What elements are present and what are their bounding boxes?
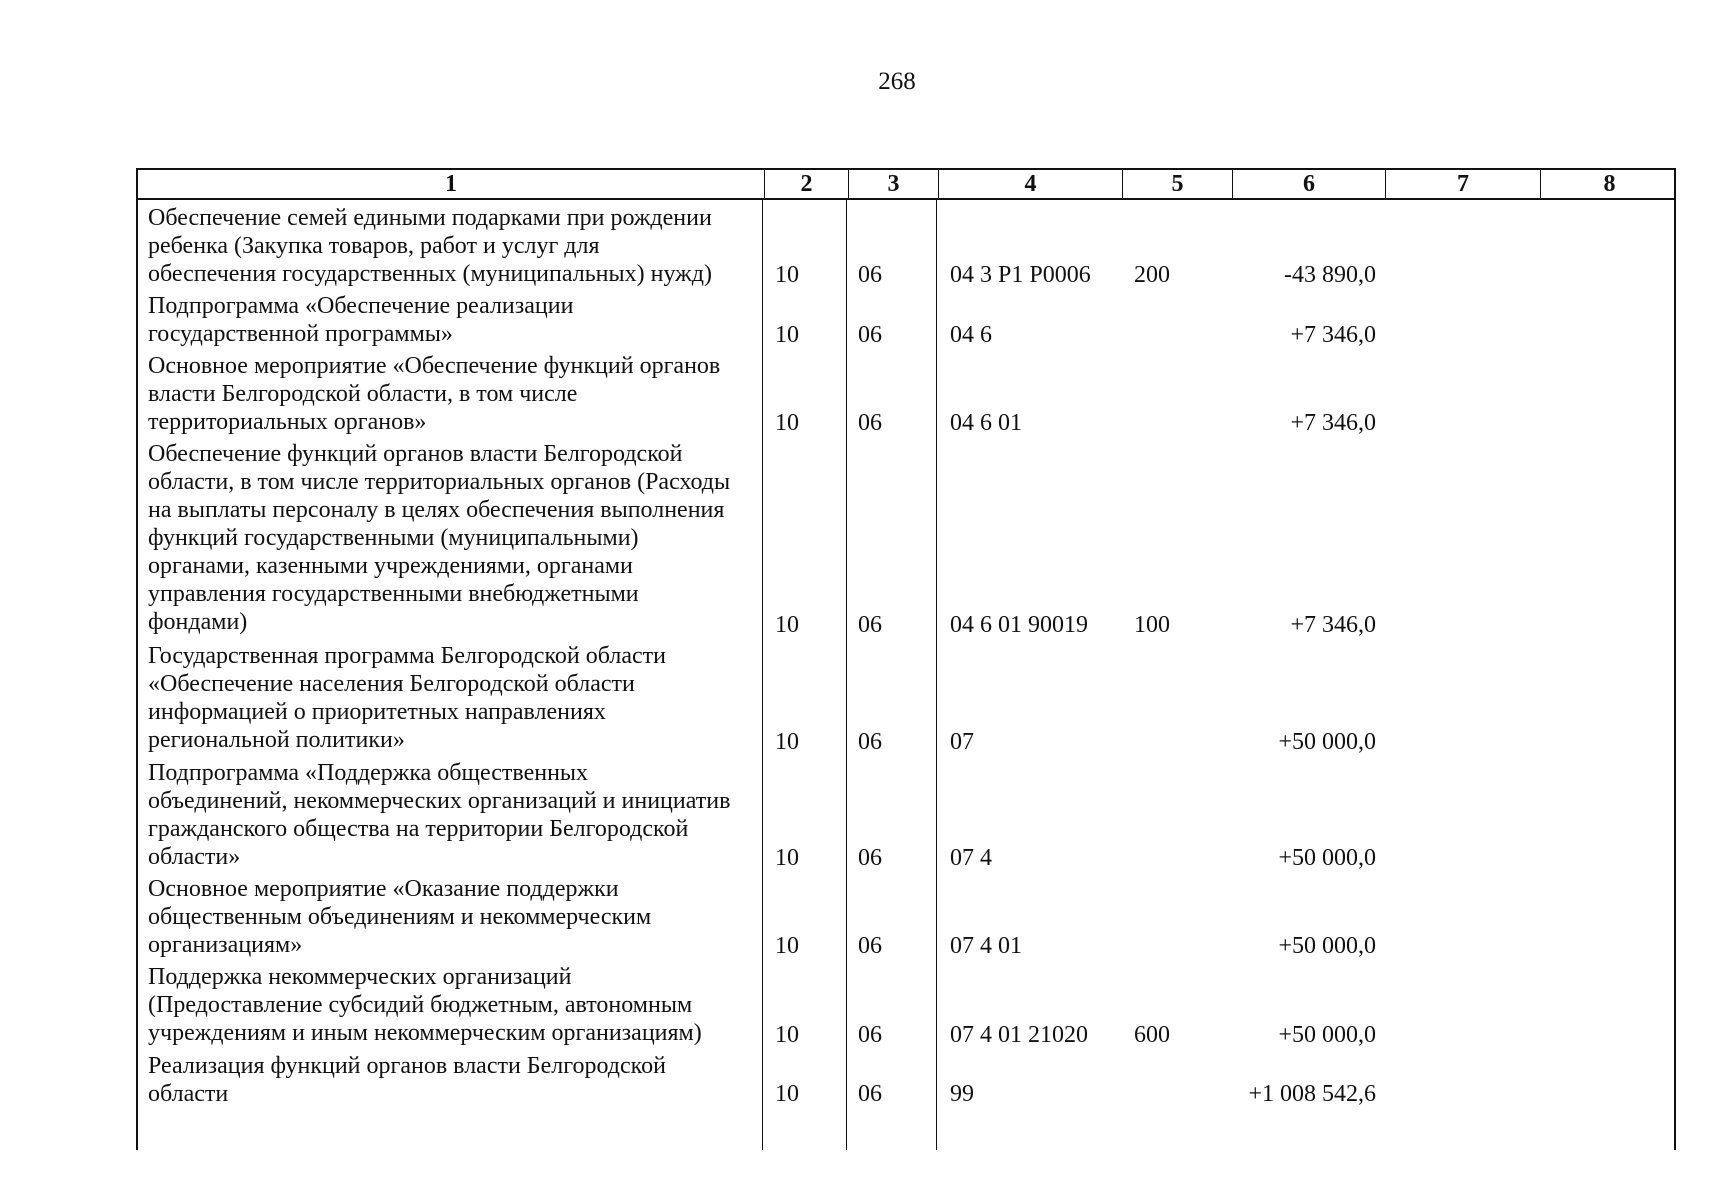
header-cell: 6	[1232, 170, 1385, 198]
table-row	[138, 204, 1678, 289]
subsection-code: 06	[858, 1021, 882, 1048]
row-name-line: Реализация функций органов власти Белгородской	[148, 1052, 666, 1079]
row-name-line: объединений, некоммерческих организаций и инициатив	[148, 787, 731, 814]
row-name	[148, 759, 760, 871]
table-body	[136, 200, 1676, 1150]
header-cell: 7	[1385, 170, 1540, 198]
section-code: 10	[775, 410, 799, 437]
row-name-line: власти Белгородской области, в том числе	[148, 381, 578, 407]
row-name-line: «Обеспечение населения Белгородской области	[148, 671, 635, 697]
subsection-code: 06	[858, 410, 882, 437]
header-cell: 3	[848, 170, 938, 198]
section-code: 10	[775, 611, 799, 638]
header-cell: 4	[938, 170, 1122, 198]
amount: +7 346,0	[1290, 611, 1376, 638]
expense-type-code: 600	[1134, 1021, 1170, 1048]
row-name-line: общественным объединениям и некоммерческим	[148, 904, 652, 931]
row-name-line: территориальных органов»	[148, 409, 427, 435]
section-code: 10	[775, 1081, 799, 1108]
row-name-line: Основное мероприятие «Оказание поддержки	[148, 876, 619, 903]
subsection-code: 06	[858, 321, 882, 348]
row-name	[148, 1052, 760, 1108]
amount: +50 000,0	[1278, 728, 1376, 755]
table-row	[138, 963, 1678, 1048]
budget-table	[136, 168, 1676, 1150]
target-article-code: 99	[950, 1081, 974, 1108]
row-name-line: на выплаты персоналу в целях обеспечения выполнения	[148, 497, 725, 524]
section-code: 10	[775, 262, 799, 289]
table-row	[138, 642, 1678, 756]
row-name-line: области	[148, 1080, 229, 1107]
table-row	[138, 352, 1678, 437]
amount: +1 008 542,6	[1248, 1081, 1376, 1108]
row-name-line: (Предоставление субсидий бюджетным, автономным	[148, 992, 693, 1019]
header-cell: 2	[764, 170, 848, 198]
row-name-line: Обеспечение функций органов власти Белгородской	[148, 441, 683, 468]
subsection-code: 06	[858, 845, 882, 872]
row-name-line: гражданского общества на территории Белгородской	[148, 815, 689, 842]
amount: +50 000,0	[1278, 845, 1376, 872]
row-name-line: области, в том числе территориальных органов (Расходы	[148, 469, 731, 496]
row-name-line: обеспечения государственных (муниципальных) нужд)	[148, 261, 712, 287]
subsection-code: 06	[858, 611, 882, 638]
row-name	[148, 963, 760, 1047]
row-name	[148, 292, 760, 348]
table-row	[138, 440, 1678, 639]
amount: +50 000,0	[1278, 1021, 1376, 1048]
amount: -43 890,0	[1284, 262, 1376, 289]
table-row	[138, 759, 1678, 873]
header-cell: 1	[445, 171, 457, 197]
target-article-code: 04 3 P1 P0006	[950, 262, 1091, 289]
row-name-line: функций государственными (муниципальными)	[148, 525, 639, 552]
row-name-line: органами, казенными учреждениями, органами	[148, 553, 633, 580]
page-number: 268	[878, 68, 916, 95]
row-name	[148, 440, 760, 636]
row-name	[148, 642, 760, 754]
target-article-code: 07 4	[950, 845, 992, 872]
row-name	[148, 875, 760, 959]
row-name-line: управления государственными внебюджетными	[148, 581, 639, 608]
row-name-line: ребенка (Закупка товаров, работ и услуг для	[148, 233, 600, 259]
row-name-line: Поддержка некоммерческих организаций	[148, 964, 572, 991]
table-row	[138, 1052, 1678, 1109]
target-article-code: 04 6 01	[950, 410, 1022, 437]
section-code: 10	[775, 1021, 799, 1048]
table-row	[138, 875, 1678, 960]
expense-type-code: 100	[1134, 611, 1170, 638]
row-name-line: области»	[148, 843, 241, 870]
target-article-code: 07 4 01 21020	[950, 1021, 1088, 1048]
row-name-line: Подпрограмма «Поддержка общественных	[148, 759, 589, 786]
subsection-code: 06	[858, 728, 882, 755]
amount: +7 346,0	[1290, 321, 1376, 348]
section-code: 10	[775, 321, 799, 348]
expense-type-code: 200	[1134, 262, 1170, 289]
row-name-line: Государственная программа Белгородской области	[148, 643, 666, 669]
table-row	[138, 292, 1678, 349]
row-name-line: организациям»	[148, 932, 303, 959]
amount: +7 346,0	[1290, 410, 1376, 437]
row-name-line: учреждениям и иным некоммерческим организациям)	[148, 1020, 702, 1047]
row-name-line: Подпрограмма «Обеспечение реализации	[148, 293, 574, 320]
row-name-line: фондами)	[148, 609, 248, 636]
section-code: 10	[775, 933, 799, 960]
target-article-code: 04 6 01 90019	[950, 611, 1088, 638]
row-name-line: Обеспечение семей едиными подарками при рождении	[148, 205, 712, 231]
target-article-code: 04 6	[950, 321, 992, 348]
target-article-code: 07 4 01	[950, 933, 1022, 960]
row-name	[148, 352, 760, 436]
row-name-line: региональной политики»	[148, 727, 405, 753]
header-cell: 8	[1540, 170, 1678, 198]
subsection-code: 06	[858, 1081, 882, 1108]
target-article-code: 07	[950, 728, 974, 755]
section-code: 10	[775, 728, 799, 755]
row-name	[148, 204, 760, 288]
table-header	[136, 168, 1676, 200]
section-code: 10	[775, 845, 799, 872]
header-cell: 5	[1122, 170, 1232, 198]
subsection-code: 06	[858, 933, 882, 960]
amount: +50 000,0	[1278, 933, 1376, 960]
row-name-line: Основное мероприятие «Обеспечение функций органов	[148, 353, 721, 379]
subsection-code: 06	[858, 262, 882, 289]
row-name-line: государственной программы»	[148, 321, 453, 348]
row-name-line: информацией о приоритетных направлениях	[148, 699, 606, 725]
